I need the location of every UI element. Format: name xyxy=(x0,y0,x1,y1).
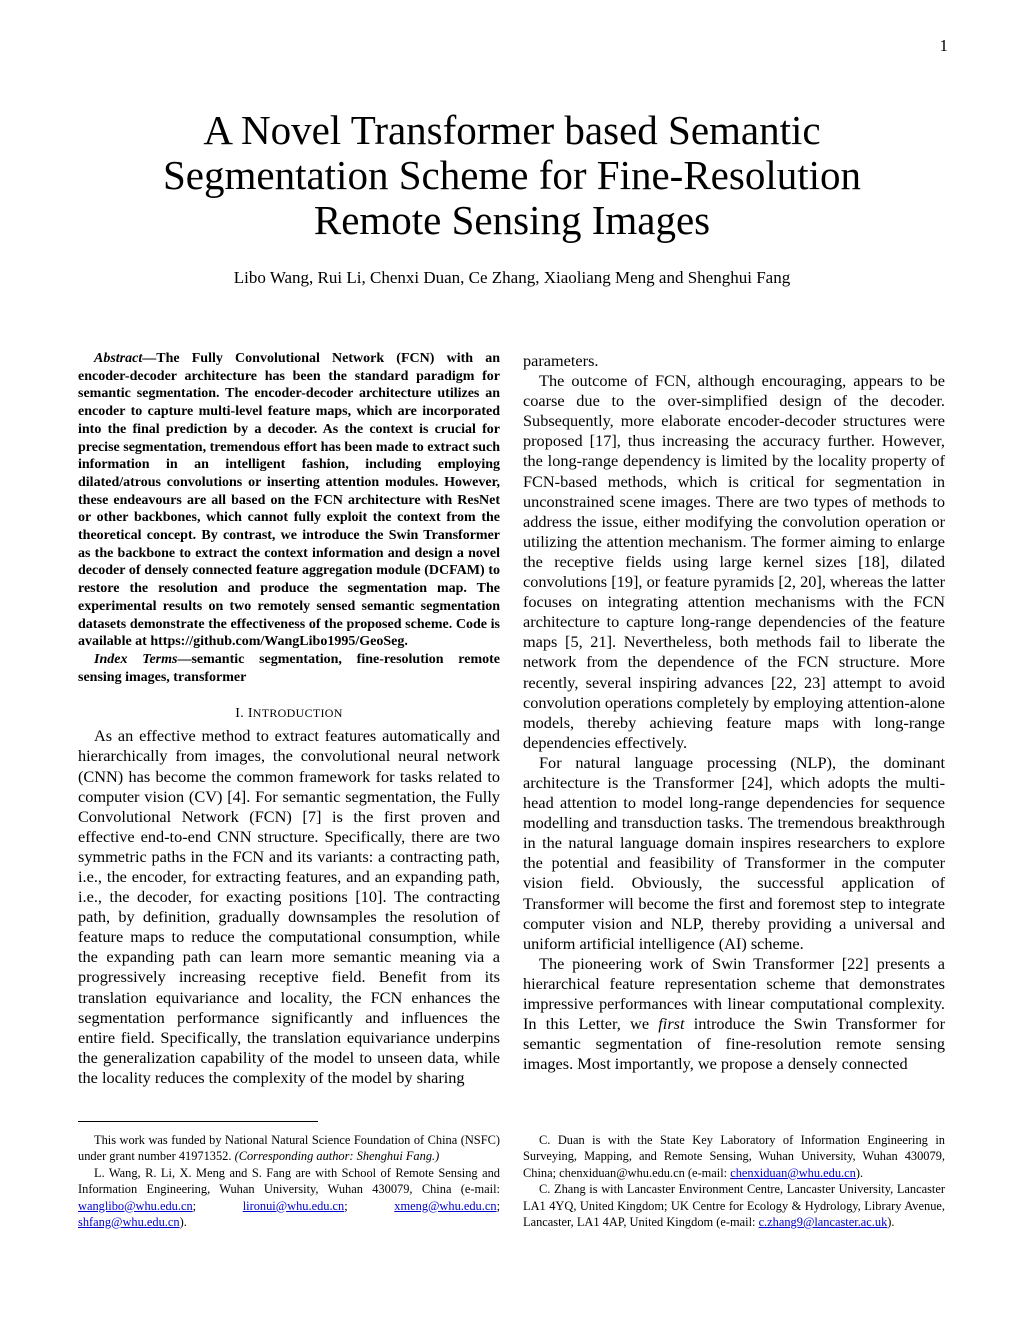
email-link[interactable]: chenxiduan@whu.edu.cn xyxy=(730,1165,856,1180)
footnotes-right xyxy=(523,1132,945,1230)
paper-title xyxy=(0,108,1024,243)
title-line: A Novel Transformer based Semantic xyxy=(203,107,821,153)
separator: ; xyxy=(344,1198,395,1213)
separator: ; xyxy=(192,1198,243,1213)
footnotes-left xyxy=(78,1132,500,1230)
section-heading-introduction xyxy=(78,706,500,722)
funding-footnote xyxy=(78,1132,500,1165)
email-link[interactable]: shfang@whu.edu.cn xyxy=(78,1215,180,1230)
left-column xyxy=(78,350,500,1088)
right-column xyxy=(523,351,945,1074)
email-link[interactable]: xmeng@whu.edu.cn xyxy=(394,1198,497,1213)
duan-affiliation xyxy=(523,1132,945,1181)
section-rest: NTRODUCTION xyxy=(252,706,343,721)
funding-text: This work was funded by National Natural Science Foundation of China (NSFC) under grant number 41971352. xyxy=(78,1133,500,1164)
body-paragraph-continuation: parameters. xyxy=(523,351,599,370)
index-terms xyxy=(78,651,500,686)
page-number: 1 xyxy=(939,36,948,55)
title-line: Segmentation Scheme for Fine-Resolution xyxy=(162,152,862,198)
closing-text: ). xyxy=(855,1165,864,1180)
body-paragraph: The outcome of FCN, although encouraging, appears to be coarse due to the over-simplified design of the decoder. Subsequently, more elaborate encoder-decoder structures were proposed [17], thus increasing the accuracy further. However, the long-range dependency is limited by the locality property of FCN-based methods, which is critical for segmentation in unconstrained scene images. There are two types of methods to address the issue, either modifying the convolution operation or utilizing the attention mechanism. The former aiming to enlarge the receptive fields using large kernel sizes [18], dilated convolutions [19], or feature pyramids [2, 20], whereas the latter focuses on integrating attention mechanisms with the FCN architecture to capture long-range dependencies of the feature maps [5, 21]. Nevertheless, both methods fail to liberate the network from the dependence of the FCN structure. More recently, several inspiring advances [22, 23] attempt to avoid convolution operations completely by employing attention-alone models, thereby achieving feature maps with long-range dependencies effectively. xyxy=(523,371,945,752)
footnote-divider xyxy=(78,1121,318,1122)
email-link[interactable]: lironui@whu.edu.cn xyxy=(242,1198,345,1213)
body-paragraph xyxy=(523,954,945,1075)
separator: ; xyxy=(496,1198,501,1213)
section-numeral: I. xyxy=(235,706,248,722)
abstract-text: —The Fully Convolutional Network (FCN) with an encoder-decoder architecture has been the standard paradigm for semantic segmentation. The encoder-decoder architecture utilizes an encoder to capture multi-level feature maps, which are incorporated into the final prediction by a decoder. As the context is crucial for precise segmentation, tremendous effort has been made to extract such information in an intelligent fashion, including employing dilated/atrous convolutions or inserting attention modules. However, these endeavours are all based on the FCN architecture with ResNet or other backbones, which cannot fully exploit the context from the theoretical concept. By contrast, we introduce the Swin Transformer as the backbone to extract the context information and design a novel decoder of densely connected feature aggregation module (DCFAM) to restore the resolution and produce the segmentation map. The experimental results on two remotely sensed semantic segmentation datasets demonstrate the effectiveness of the proposed scheme. Code is available at https://github.com/WangLibo1995/GeoSeg. xyxy=(78,351,500,650)
author-list: Libo Wang, Rui Li, Chenxi Duan, Ce Zhang, Xiaoliang Meng and Shenghui Fang xyxy=(233,268,791,287)
affiliation-text: C. Duan is with the State Key Laboratory of Information Engineering in Surveying, Mapping, and Remote Sensing, Wuhan University, Wuhan 430079, China; chenxiduan@whu.edu.cn (e-mail: xyxy=(523,1133,945,1180)
affiliation-footnote xyxy=(78,1165,500,1231)
email-link[interactable]: c.zhang9@lancaster.ac.uk xyxy=(758,1215,888,1230)
corresponding-author: (Corresponding author: Shenghui Fang.) xyxy=(234,1149,440,1164)
paragraph-text: introduce the Swin Transformer for semantic segmentation of fine-resolution remote sensing images. Most importantly, we propose a densely connected xyxy=(523,1014,946,1074)
paragraph-text: The pioneering work of Swin Transformer [22] presents a hierarchical feature representation scheme that demonstrates impressive performances with linear computational complexity. In this Letter, we xyxy=(523,953,945,1034)
zhang-affiliation xyxy=(523,1181,945,1230)
index-terms-text: —semantic segmentation, fine-resolution remote sensing images, transformer xyxy=(78,651,500,685)
affiliation-text: C. Zhang is with Lancaster Environment Centre, Lancaster University, Lancaster LA1 4YQ, United Kingdom; UK Centre for Ecology & Hydrology, Library Avenue, Lancaster, LA1 4AP, United Kingdom (e-mail: xyxy=(523,1182,945,1230)
emphasis-text: first xyxy=(658,1014,685,1034)
index-terms-label: Index Terms xyxy=(94,651,178,667)
closing-text: ). xyxy=(887,1215,895,1230)
body-paragraph: For natural language processing (NLP), the dominant architecture is the Transformer [24], which adopts the multi-head attention to model long-range dependencies for sequence modelling and transduction tasks. The tremendous breakthrough in the natural language domain inspires researchers to explore the potential and feasibility of Transformer in the computer vision field. Obviously, the successful application of Transformer will become the first and foremost step to integrate computer vision and NLP, thereby providing a universal and uniform artificial intelligence (AI) scheme. xyxy=(523,752,945,953)
affiliation-text: L. Wang, R. Li, X. Meng and S. Fang are with School of Remote Sensing and Information Engineering, Wuhan University, Wuhan 430079, China (e-mail: xyxy=(78,1165,500,1197)
title-line: Remote Sensing Images xyxy=(313,197,711,243)
abstract xyxy=(78,350,500,651)
body-paragraph: As an effective method to extract features automatically and hierarchically from images, the convolutional neural network (CNN) has become the common framework for tasks related to computer vision (CV) [4]. For semantic segmentation, the Fully Convolutional Network (FCN) [7] is the first proven and effective end-to-end CNN structure. Specifically, there are two symmetric paths in the FCN and its variants: a contracting path, i.e., the encoder, for extracting features, and an expanding path, i.e., the decoder, for exacting positions [10]. The contracting path, by definition, gradually downsamples the resolution of feature maps to reduce the computational consumption, while the expanding path can learn more semantic meaning via a progressively increasing receptive field. Benefit from its translation equivariance and locality, the FCN enhances the segmentation performance significantly and influences the entire field. Specifically, the translation equivariance underpins the generalization capability of the model to unseen data, while the locality reduces the complexity of the model by sharing xyxy=(78,726,500,1087)
email-link[interactable]: wanglibo@whu.edu.cn xyxy=(78,1198,193,1213)
section-first-letter: I xyxy=(247,706,253,722)
abstract-label: Abstract xyxy=(94,351,143,366)
closing-text: ). xyxy=(179,1215,187,1230)
